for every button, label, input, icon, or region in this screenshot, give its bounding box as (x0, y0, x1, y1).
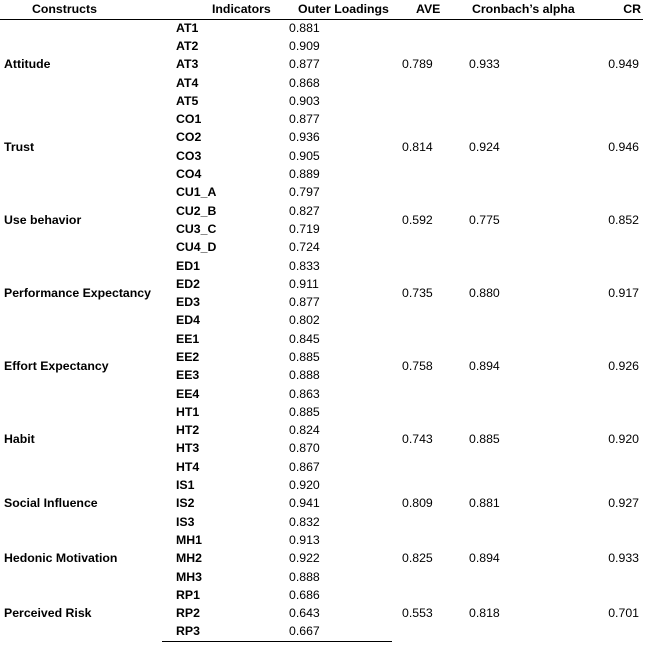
construct-name: Hedonic Motivation (4, 551, 118, 566)
ave-value: 0.592 (402, 212, 433, 227)
outer-loading-value: 0.797 (289, 185, 320, 200)
cronbachs-alpha-value: 0.885 (469, 432, 500, 447)
indicator-code: IS1 (176, 478, 195, 493)
outer-loading-value: 0.888 (289, 569, 320, 584)
header-cronbachs-alpha: Cronbach’s alpha (458, 0, 601, 19)
cronbachs-alpha-value: 0.894 (469, 551, 500, 566)
indicator-code: ED2 (176, 276, 200, 291)
outer-loading-value: 0.867 (289, 459, 320, 474)
table-row (0, 403, 643, 421)
cr-value: 0.852 (608, 212, 639, 227)
header-outer-loadings: Outer Loadings (274, 0, 392, 19)
ave-value: 0.553 (402, 606, 433, 621)
indicator-code: MH3 (176, 569, 202, 584)
outer-loading-value: 0.827 (289, 203, 320, 218)
outer-loading-value: 0.877 (289, 295, 320, 310)
ave-value: 0.825 (402, 551, 433, 566)
cronbachs-alpha-value: 0.818 (469, 606, 500, 621)
indicator-code: IS3 (176, 514, 195, 529)
indicator-code: CO3 (176, 148, 202, 163)
cr-value: 0.926 (608, 359, 639, 374)
outer-loading-value: 0.885 (289, 349, 320, 364)
outer-loading-value: 0.724 (289, 240, 320, 255)
outer-loading-value: 0.667 (274, 623, 392, 641)
cr-value: 0.701 (608, 606, 639, 621)
indicator-code: AT3 (176, 57, 199, 72)
indicator-code: ED3 (176, 295, 200, 310)
indicator-code: HT1 (176, 404, 200, 419)
outer-loading-value: 0.885 (289, 404, 320, 419)
cronbachs-alpha-value: 0.775 (469, 212, 500, 227)
table-row (0, 110, 643, 128)
outer-loading-value: 0.913 (289, 532, 320, 547)
ave-value: 0.743 (402, 432, 433, 447)
outer-loading-value: 0.936 (289, 130, 320, 145)
table-row (0, 19, 643, 37)
ave-value: 0.758 (402, 359, 433, 374)
cr-value: 0.920 (608, 432, 639, 447)
indicator-code: AT2 (176, 38, 199, 53)
ave-value: 0.735 (402, 285, 433, 300)
table-row (0, 531, 643, 549)
table-row (0, 257, 643, 275)
construct-name: Effort Expectancy (4, 359, 109, 374)
outer-loading-value: 0.889 (289, 167, 320, 182)
outer-loading-value: 0.881 (289, 20, 320, 35)
indicator-code: CU4_D (176, 240, 217, 255)
indicator-code: MH2 (176, 551, 202, 566)
header-cr: CR (601, 0, 643, 19)
indicator-code: RP3 (162, 623, 274, 641)
indicator-code: MH1 (176, 532, 202, 547)
indicator-code: EE4 (176, 386, 200, 401)
outer-loading-value: 0.643 (289, 606, 320, 621)
outer-loading-value: 0.888 (289, 368, 320, 383)
header-row (0, 0, 643, 19)
outer-loading-value: 0.719 (289, 221, 320, 236)
construct-name: Attitude (4, 57, 51, 72)
table-row (0, 586, 643, 604)
indicator-code: CU3_C (176, 221, 217, 236)
indicator-code: CO4 (176, 167, 202, 182)
cronbachs-alpha-value: 0.881 (469, 496, 500, 511)
outer-loading-value: 0.905 (289, 148, 320, 163)
indicator-code: HT4 (176, 459, 200, 474)
construct-name: Social Influence (4, 496, 98, 511)
outer-loading-value: 0.922 (289, 551, 320, 566)
construct-name: Trust (4, 139, 35, 154)
construct-name: Habit (4, 432, 35, 447)
outer-loading-value: 0.911 (289, 276, 319, 291)
indicator-code: HT2 (176, 423, 200, 438)
cronbachs-alpha-value: 0.880 (469, 285, 500, 300)
cr-value: 0.946 (608, 139, 639, 154)
outer-loading-value: 0.877 (289, 57, 320, 72)
outer-loading-value: 0.877 (289, 112, 320, 127)
cr-value: 0.949 (608, 57, 639, 72)
indicator-code: CO2 (176, 130, 202, 145)
outer-loading-value: 0.909 (289, 38, 320, 53)
indicator-code: CO1 (176, 112, 202, 127)
header-ave: AVE (392, 0, 458, 19)
indicator-code: ED4 (176, 313, 200, 328)
outer-loading-value: 0.920 (289, 478, 320, 493)
header-indicators: Indicators (162, 0, 274, 19)
indicator-code: EE2 (176, 349, 200, 364)
outer-loading-value: 0.941 (289, 496, 320, 511)
indicator-code: CU2_B (176, 203, 217, 218)
indicator-code: IS2 (176, 496, 195, 511)
table-header (0, 0, 643, 19)
cronbachs-alpha-value: 0.924 (469, 139, 500, 154)
indicator-code: RP2 (176, 606, 200, 621)
ave-value: 0.809 (402, 496, 433, 511)
table-row (0, 184, 643, 202)
indicator-code: ED1 (176, 258, 200, 273)
header-constructs: Constructs (0, 0, 162, 19)
indicator-code: AT4 (176, 75, 199, 90)
outer-loading-value: 0.870 (289, 441, 320, 456)
cr-value: 0.927 (608, 496, 639, 511)
outer-loading-value: 0.686 (289, 587, 320, 602)
indicator-code: AT1 (176, 20, 199, 35)
construct-name: Perceived Risk (4, 606, 92, 621)
ave-value: 0.814 (402, 139, 433, 154)
table-body (0, 19, 643, 641)
indicator-code: EE3 (176, 368, 200, 383)
outer-loading-value: 0.845 (289, 331, 320, 346)
outer-loading-value: 0.824 (289, 423, 320, 438)
outer-loading-value: 0.833 (289, 258, 320, 273)
cr-value: 0.917 (608, 285, 639, 300)
construct-name: Use behavior (4, 212, 82, 227)
cr-value: 0.933 (608, 551, 639, 566)
cronbachs-alpha-value: 0.933 (469, 57, 500, 72)
construct-name: Performance Expectancy (4, 285, 151, 300)
cronbachs-alpha-value: 0.894 (469, 359, 500, 374)
outer-loading-value: 0.903 (289, 93, 320, 108)
indicator-code: AT5 (176, 93, 199, 108)
table-row (0, 476, 643, 494)
outer-loading-value: 0.802 (289, 313, 320, 328)
indicator-code: RP1 (176, 587, 200, 602)
indicator-code: CU1_A (176, 185, 217, 200)
ave-value: 0.789 (402, 57, 433, 72)
outer-loading-value: 0.863 (289, 386, 320, 401)
indicator-code: HT3 (176, 441, 200, 456)
outer-loading-value: 0.832 (289, 514, 320, 529)
table-row (0, 330, 643, 348)
outer-loading-value: 0.868 (289, 75, 320, 90)
indicator-code: EE1 (176, 331, 200, 346)
